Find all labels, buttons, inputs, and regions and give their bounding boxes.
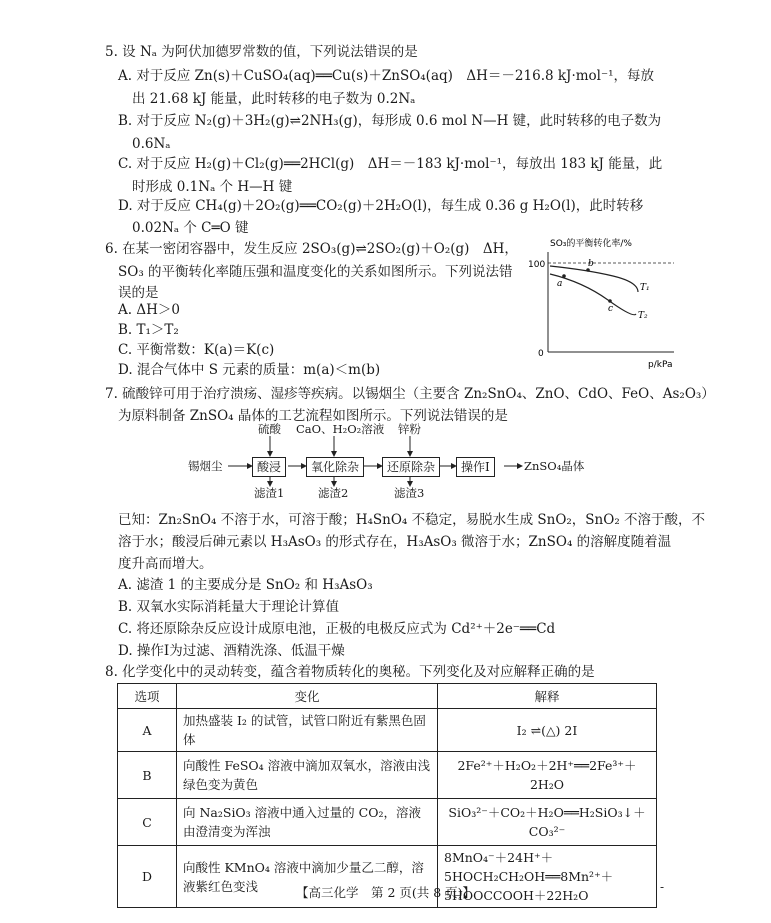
row-b-explanation: 2Fe²⁺＋H₂O₂＋2H⁺══2Fe³⁺＋2H₂O [438,752,657,799]
table-row [118,799,657,846]
header-option: 选项 [118,684,177,709]
q7-known-line3: 度升高而增大。 [118,556,213,572]
q7-stem-line2: 为原料制备 ZnSO₄ 晶体的工艺流程如图所示。下列说法错误的是 [118,408,508,424]
flow-residue-2: 滤渣2 [318,486,349,500]
label-b: b [588,259,594,269]
q7-stem-line1: 7. 硫酸锌可用于治疗溃疡、湿疹等疾病。以锡烟尘（主要含 Zn₂SnO₄、ZnO、CdO、FeO、As₂O₃） [105,386,715,402]
q8-table [117,683,657,908]
flow-end-label: ZnSO₄晶体 [524,459,585,473]
chart-xlabel: p/kPa [648,360,673,370]
q7-known-line2: 溶于水；酸浸后砷元素以 H₃AsO₃ 的形式存在，H₃AsO₃ 微溶于水；ZnSO₄ 的溶解度随着温 [118,534,672,550]
tick-origin: 0 [538,349,544,359]
row-a-option: A [118,709,177,752]
page-footer: 【高三化学 第 2 页(共 8 页)】 [295,885,476,900]
q5-option-d-line2: 0.02Nₐ 个 C═O 键 [132,220,249,236]
tick-100: 100 [528,260,546,270]
q6-stem-line3: 误的是 [118,285,159,301]
chart-svg [528,234,678,374]
flow-residue-1: 滤渣1 [254,486,285,500]
row-c-explanation: SiO₃²⁻＋CO₂＋H₂O══H₂SiO₃↓＋CO₃²⁻ [438,799,657,846]
row-c-change: 向 Na₂SiO₃ 溶液中通入过量的 CO₂，溶液由澄清变为浑浊 [177,799,438,846]
q7-option-c: C. 将还原除杂反应设计成原电池，正极的电极反应式为 Cd²⁺＋2e⁻══Cd [118,621,556,637]
flow-start-label: 锡烟尘 [188,459,223,473]
flow-input-2: CaO、H₂O₂溶液 [296,422,385,436]
q6-option-d: D. 混合气体中 S 元素的质量：m(a)＜m(b) [118,362,381,378]
q7-option-d: D. 操作Ⅰ为过滤、酒精洗涤、低温干燥 [118,643,345,659]
row-c-option: C [118,799,177,846]
q5-option-b-line1: B. 对于反应 N₂(g)＋3H₂(g)⇌2NH₃(g)，每形成 0.6 mol N—H 键，此时转移的电子数为 [118,113,662,129]
flow-step-acid-leach: 酸浸 [252,457,286,477]
table-row [118,752,657,799]
label-t1: T₁ [640,283,650,293]
curve-t2 [550,274,636,315]
flow-step-operation-1: 操作Ⅰ [456,457,495,477]
point-a [562,274,566,278]
flow-input-1: 硫酸 [258,422,281,436]
row-b-change: 向酸性 FeSO₄ 溶液中滴加双氧水，溶液由浅绿色变为黄色 [177,752,438,799]
row-d-explanation: 8MnO₄⁻＋24H⁺＋5HOCH₂CH₂OH══8Mn²⁺＋5HOOCCOOH＋22H₂O [438,846,657,908]
table-row [118,709,657,752]
q7-option-b: B. 双氧水实际消耗量大于理论计算值 [118,599,340,615]
q5-option-b-line2: 0.6Nₐ [132,136,171,152]
curve-t1 [550,266,638,292]
q7-known-line1: 已知：Zn₂SnO₄ 不溶于水，可溶于酸；H₄SnO₄ 不稳定，易脱水生成 SnO₂，SnO₂ 不溶于酸，不 [118,512,706,528]
flow-step-reduce: 还原除杂 [382,457,440,477]
q5-option-c-line1: C. 对于反应 H₂(g)＋Cl₂(g)══2HCl(g) ΔH＝－183 kJ·mol⁻¹，每放出 183 kJ 能量，此 [118,156,663,172]
q6-option-b: B. T₁＞T₂ [118,322,179,338]
q5-option-a-line2: 出 21.68 kJ 能量，此时转移的电子数为 0.2Nₐ [132,91,416,107]
q6-stem-line2: SO₃ 的平衡转化率随压强和温度变化的关系如图所示。下列说法错 [118,264,513,280]
q6-stem-line1: 6. 在某一密闭容器中，发生反应 2SO₃(g)⇌2SO₂(g)＋O₂(g) ΔH， [105,241,518,257]
q5-option-c-line2: 时形成 0.1Nₐ 个 H—H 键 [132,179,293,195]
corner-mark: - [660,880,665,894]
q6-conversion-chart [528,234,678,374]
header-explanation: 解释 [438,684,657,709]
label-c: c [608,304,614,314]
q8-stem: 8. 化学变化中的灵动转变，蕴含着物质转化的奥秘。下列变化及对应解释正确的是 [105,664,595,680]
q5-option-a-line1: A. 对于反应 Zn(s)＋CuSO₄(aq)══Cu(s)＋ZnSO₄(aq) ΔH＝－216.8 kJ·mol⁻¹，每放 [118,68,655,84]
q5-option-d-line1: D. 对于反应 CH₄(g)＋2O₂(g)══CO₂(g)＋2H₂O(l)，每生成 0.36 g H₂O(l)，此时转移 [118,198,644,214]
row-a-explanation: I₂ ⇌(△) 2I [438,709,657,752]
label-a: a [557,279,563,289]
row-a-change: 加热盛装 I₂ 的试管，试管口附近有紫黑色固体 [177,709,438,752]
label-t2: T₂ [638,311,648,321]
row-d-option: D [118,846,177,908]
row-b-option: B [118,752,177,799]
chart-ylabel: SO₃的平衡转化率/% [550,239,632,249]
point-c [608,299,612,303]
q7-option-a: A. 滤渣 1 的主要成分是 SnO₂ 和 H₃AsO₃ [118,577,373,593]
q6-option-a: A. ΔH＞0 [118,302,180,318]
flow-residue-3: 滤渣3 [394,486,425,500]
q7-process-flow [188,422,588,500]
row-d-change: 向酸性 KMnO₄ 溶液中滴加少量乙二醇，溶液紫红色变浅 [177,846,438,908]
flow-input-3: 锌粉 [398,422,421,436]
header-change: 变化 [177,684,438,709]
flow-step-oxidize: 氧化除杂 [306,457,364,477]
q6-option-c: C. 平衡常数：K(a)＝K(c) [118,342,275,358]
q5-stem: 5. 设 Nₐ 为阿伏加德罗常数的值，下列说法错误的是 [105,44,418,60]
table-header-row [118,684,657,709]
